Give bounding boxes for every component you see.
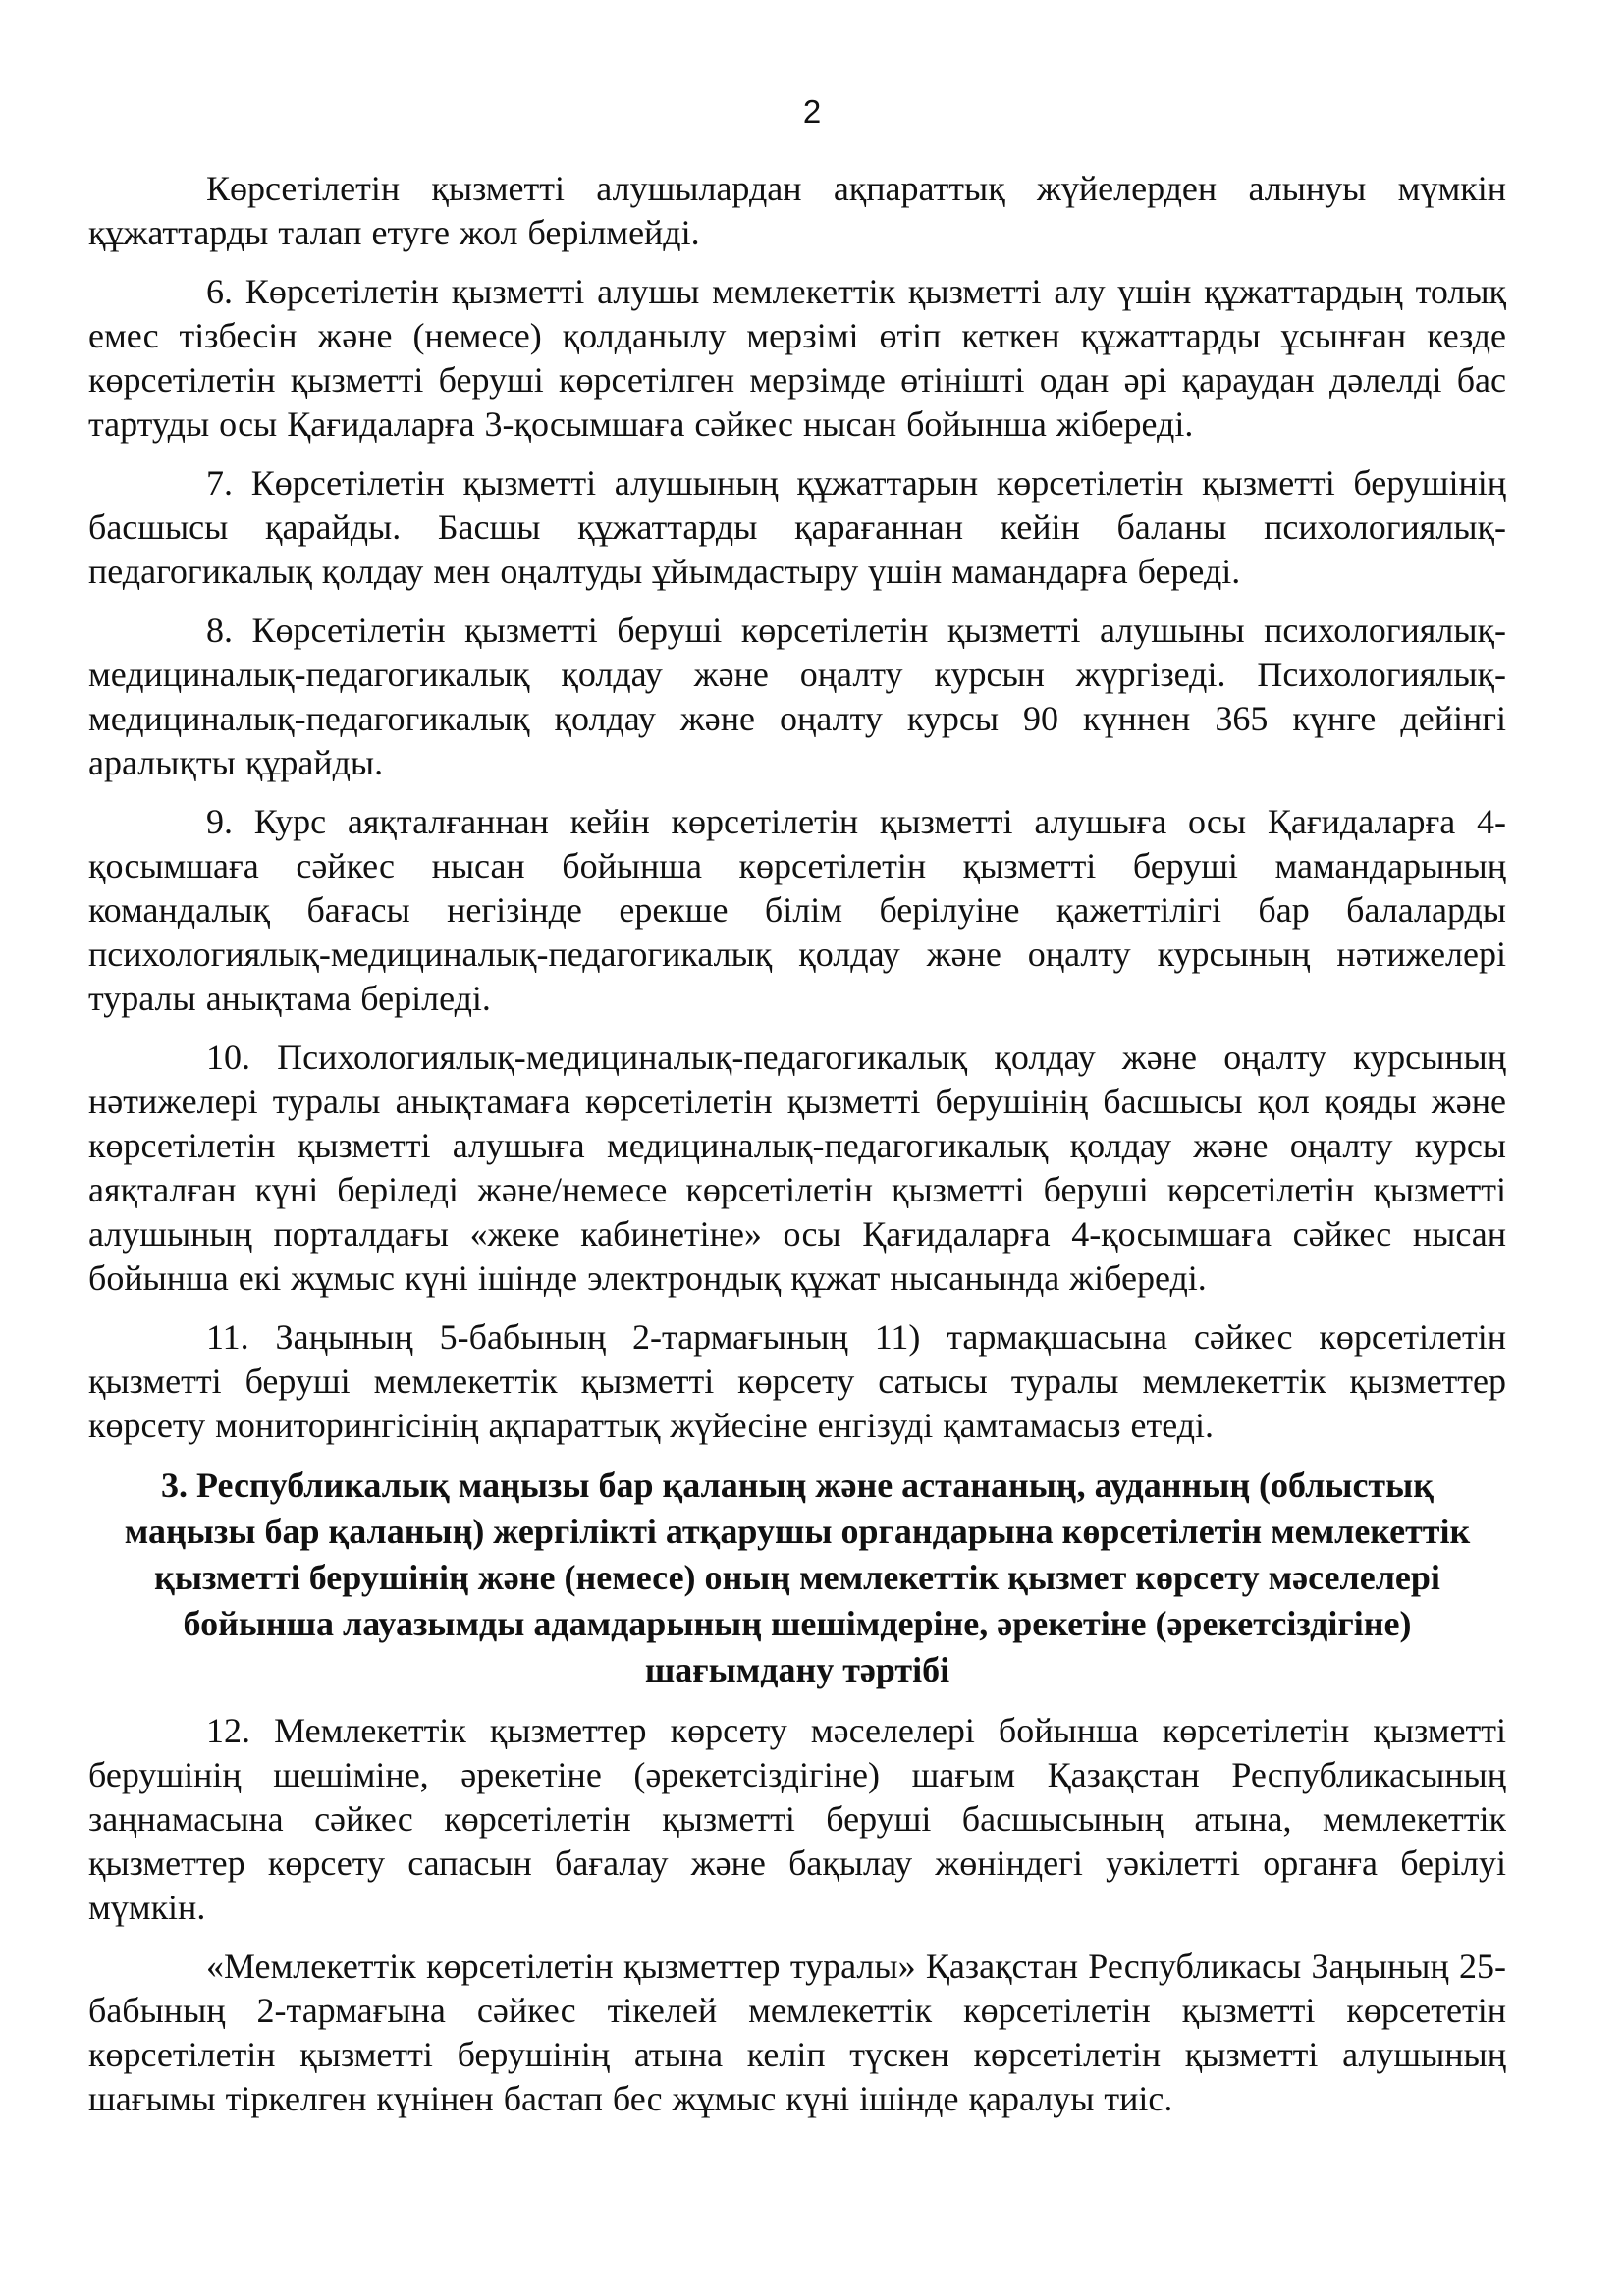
section-3-heading: 3. Республикалық маңызы бар қаланың және астананың, ауданның (облыстық маңызы бар қаланың) жергілікті атқарушы органдарына көрсетілетін мемлекеттік қызметті берушінің және (немесе) оның мемлекеттік қызмет көрсету мәселелері бойынша лауазымды адамдарының шешімдеріне, әрекетіне (әрекетсіздігіне) шағымдану тәртібі — [124, 1466, 1471, 1689]
paragraph-13: «Мемлекеттік көрсетілетін қызметтер туралы» Қазақстан Республикасы Заңының 25-бабының 2-тармағына сәйкес тікелей мемлекеттік көрсетілетін қызметті көрсететін көрсетілетін қызметті берушінің атына келіп түскен көрсетілетін қызметті алушының шағымы тіркелген күнінен бастап бес жұмыс күні ішінде қаралуы тиіс. — [88, 1947, 1506, 2118]
paragraph-9: 9. Курс аяқталғаннан кейін көрсетілетін қызметті алушыға осы Қағидаларға 4-қосымшаға сәйкес нысан бойынша көрсетілетін қызметті беруші мамандарының командалық бағасы негізінде ерекше білім берілуіне қажеттілігі бар балаларды психологиялық-медициналық-педагогикалық қолдау және оңалту курсының нәтижелері туралы анықтама беріледі. — [88, 802, 1506, 1018]
paragraph-7: 7. Көрсетілетін қызметті алушының құжаттарын көрсетілетін қызметті берушінің басшысы қарайды. Басшы құжаттарды қарағаннан кейін баланы психологиялық-педагогикалық қолдау мен оңалтуды ұйымдастыру үшін мамандарға береді. — [88, 463, 1506, 591]
paragraph-intro: Көрсетілетін қызметті алушылардан ақпараттық жүйелерден алынуы мүмкін құжаттарды талап етуге жол берілмейді. — [88, 169, 1506, 252]
paragraph-8: 8. Көрсетілетін қызметті беруші көрсетілетін қызметті алушыны психологиялық-медициналық-педагогикалық қолдау және оңалту курсын жүргізеді. Психологиялық-медициналық-педагогикалық қолдау және оңалту курсы 90 күннен 365 күнге дейінгі аралықты құрайды. — [88, 611, 1506, 782]
document-body — [88, 167, 1506, 2136]
paragraph-10: 10. Психологиялық-медициналық-педагогикалық қолдау және оңалту курсының нәтижелері туралы анықтамаға көрсетілетін қызметті берушінің басшысы қол қояды және көрсетілетін қызметті алушыға медициналық-педагогикалық қолдау және оңалту курсы аяқталған күні беріледі және/немесе көрсетілетін қызметті беруші көрсетілетін қызметті алушының порталдағы «жеке кабинетіне» осы Қағидаларға 4-қосымшаға сәйкес нысан бойынша екі жұмыс күні ішінде электрондық құжат нысанында жібереді. — [88, 1038, 1506, 1298]
paragraph-12: 12. Мемлекеттік қызметтер көрсету мәселелері бойынша көрсетілетін қызметті берушінің шешіміне, әрекетіне (әрекетсіздігіне) шағым Қазақстан Республикасының заңнамасына сәйкес көрсетілетін қызметті беруші басшысының атына, мемлекеттік қызметтер көрсету сапасын бағалау және бақылау жөніндегі уәкілетті органға берілуі мүмкін. — [88, 1711, 1506, 1927]
page-number: 2 — [802, 93, 822, 130]
paragraph-11: 11. Заңының 5-бабының 2-тармағының 11) тармақшасына сәйкес көрсетілетін қызметті беруші мемлекеттік қызметті көрсету сатысы туралы мемлекеттік қызметтер көрсету мониторингісінің ақпараттық жүйесіне енгізуді қамтамасыз етеді. — [88, 1317, 1506, 1445]
paragraph-6: 6. Көрсетілетін қызметті алушы мемлекеттік қызметті алу үшін құжаттардың толық емес тізбесін және (немесе) қолданылу мерзімі өтіп кеткен құжаттарды ұсынған кезде көрсетілетін қызметті беруші көрсетілген мерзімде өтінішті одан әрі қараудан дәлелді бас тартуды осы Қағидаларға 3-қосымшаға сәйкес нысан бойынша жібереді. — [88, 272, 1506, 444]
